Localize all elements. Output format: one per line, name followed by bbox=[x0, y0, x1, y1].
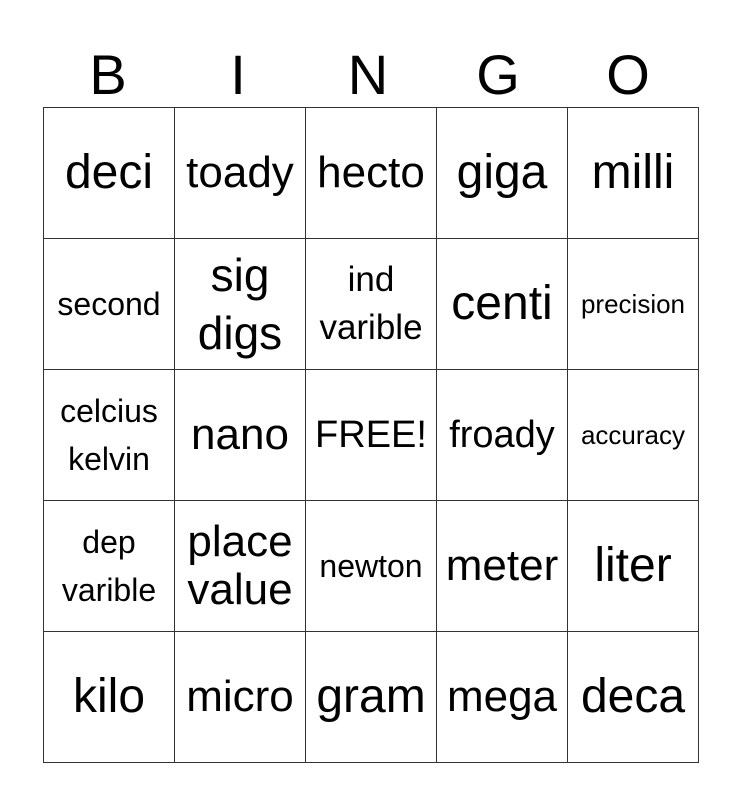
bingo-cell[interactable] bbox=[306, 108, 437, 239]
bingo-header bbox=[43, 44, 693, 106]
cell-label: kilo bbox=[72, 670, 146, 723]
cell-label: hecto bbox=[317, 148, 425, 197]
board-row bbox=[44, 501, 699, 632]
cell-label: toady bbox=[186, 148, 294, 197]
cell-label: deci bbox=[64, 146, 154, 199]
cell-label: milli bbox=[591, 146, 675, 199]
bingo-cell[interactable] bbox=[44, 239, 175, 370]
cell-label: deca bbox=[580, 670, 686, 723]
bingo-cell[interactable] bbox=[437, 501, 568, 632]
cell-label: accuracy bbox=[580, 420, 686, 450]
bingo-cell[interactable] bbox=[306, 632, 437, 763]
bingo-cell[interactable] bbox=[437, 239, 568, 370]
bingo-cell[interactable] bbox=[175, 239, 306, 370]
cell-label: giga bbox=[456, 146, 548, 199]
free-space-cell[interactable] bbox=[306, 370, 437, 501]
header-letter-o: O bbox=[606, 43, 650, 106]
bingo-cell[interactable] bbox=[568, 370, 699, 501]
bingo-cell[interactable] bbox=[437, 108, 568, 239]
bingo-cell[interactable] bbox=[306, 239, 437, 370]
header-letter-g: G bbox=[476, 43, 520, 106]
header-letter-b: B bbox=[89, 43, 127, 106]
free-space-label: FREE! bbox=[315, 414, 427, 456]
cell-label: second bbox=[57, 286, 161, 322]
cell-label: mega bbox=[446, 672, 558, 721]
cell-label: meter bbox=[445, 541, 559, 590]
cell-label: newton bbox=[319, 548, 423, 584]
header-letter-n: N bbox=[347, 43, 389, 106]
board-row bbox=[44, 239, 699, 370]
bingo-cell[interactable] bbox=[568, 239, 699, 370]
bingo-cell[interactable] bbox=[44, 501, 175, 632]
bingo-cell[interactable] bbox=[437, 632, 568, 763]
bingo-cell[interactable] bbox=[306, 501, 437, 632]
cell-label: nano bbox=[191, 410, 289, 459]
cell-label: precision bbox=[580, 289, 686, 319]
cell-label: centi bbox=[451, 277, 553, 330]
cell-label: dep varible bbox=[61, 524, 157, 608]
bingo-cell[interactable] bbox=[568, 108, 699, 239]
bingo-cell[interactable] bbox=[437, 370, 568, 501]
cell-label: micro bbox=[186, 672, 294, 721]
cell-label: froady bbox=[449, 414, 555, 456]
cell-label: ind varible bbox=[319, 260, 423, 347]
bingo-cell[interactable] bbox=[44, 632, 175, 763]
bingo-cell[interactable] bbox=[175, 370, 306, 501]
board-row bbox=[44, 370, 699, 501]
cell-label: sig digs bbox=[197, 249, 283, 359]
board-row bbox=[44, 108, 699, 239]
bingo-cell[interactable] bbox=[44, 370, 175, 501]
cell-label: place value bbox=[187, 517, 293, 614]
cell-label: liter bbox=[594, 539, 672, 592]
bingo-cell[interactable] bbox=[568, 632, 699, 763]
bingo-cell[interactable] bbox=[175, 632, 306, 763]
cell-label: celcius kelvin bbox=[60, 393, 158, 477]
bingo-cell[interactable] bbox=[175, 108, 306, 239]
header-letter-i: I bbox=[230, 43, 246, 106]
cell-label: gram bbox=[316, 670, 426, 723]
bingo-board bbox=[43, 107, 699, 763]
board-row bbox=[44, 632, 699, 763]
bingo-cell[interactable] bbox=[44, 108, 175, 239]
bingo-cell[interactable] bbox=[175, 501, 306, 632]
bingo-cell[interactable] bbox=[568, 501, 699, 632]
